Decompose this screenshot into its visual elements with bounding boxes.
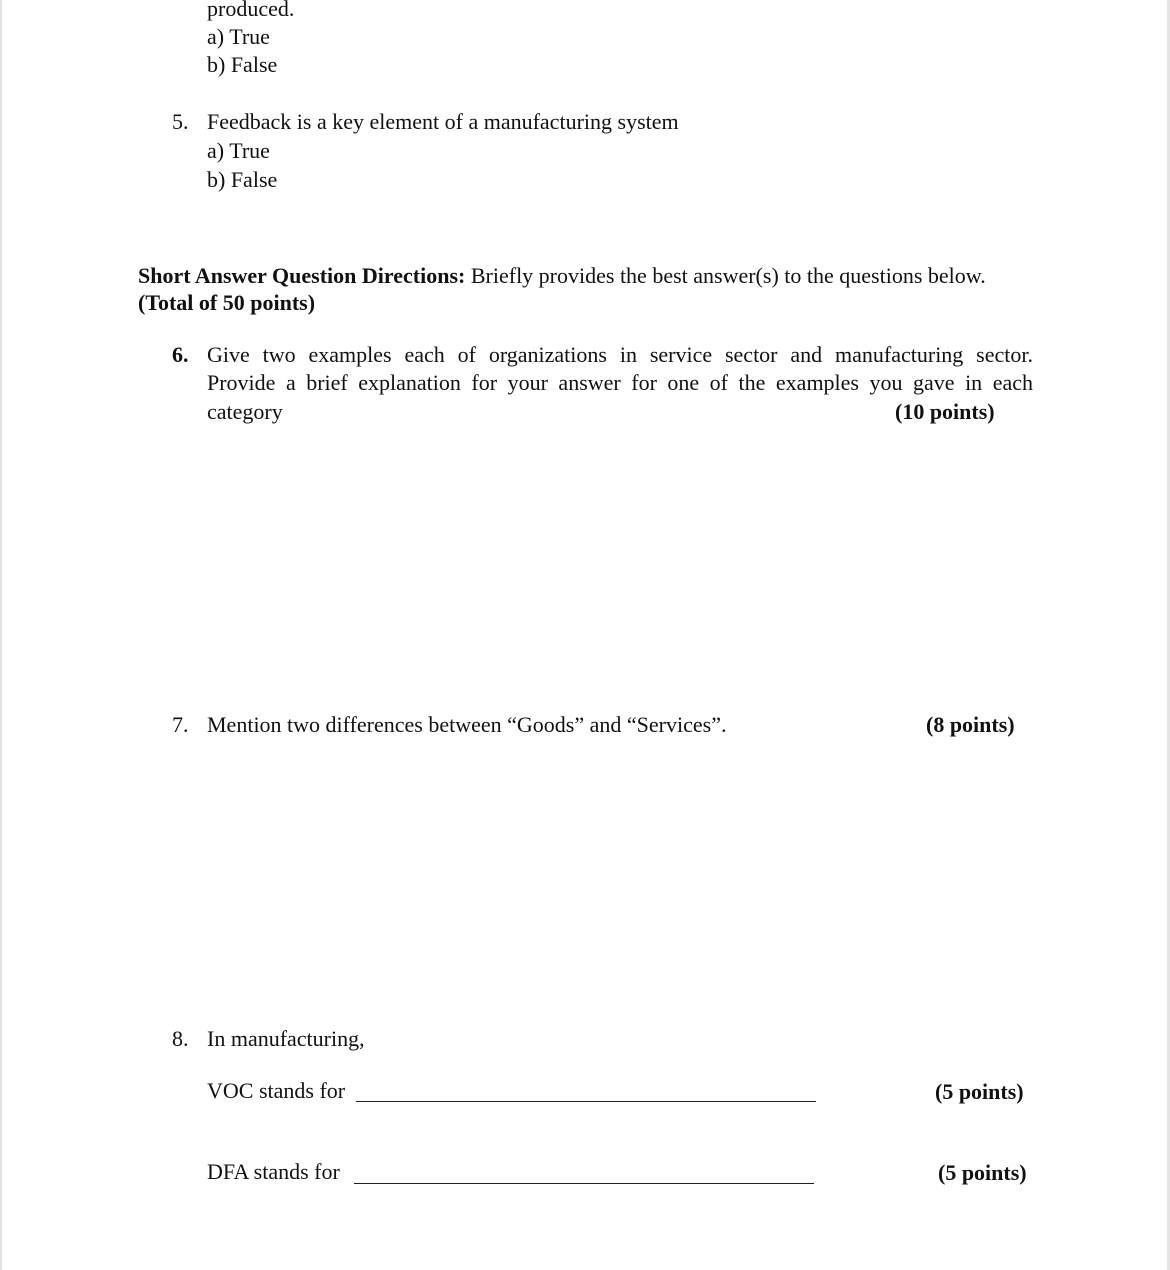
q7-text: Mention two differences between “Goods” and “Services”. bbox=[207, 712, 727, 737]
q4-option-a: a) True bbox=[207, 24, 270, 49]
q6-number: 6. bbox=[172, 342, 189, 367]
q7-points: (8 points) bbox=[926, 712, 1015, 737]
dfa-label: DFA stands for bbox=[207, 1159, 340, 1184]
voc-answer-blank[interactable] bbox=[356, 1101, 816, 1102]
voc-points: (5 points) bbox=[935, 1079, 1024, 1104]
q5-text: Feedback is a key element of a manufacturing system bbox=[207, 109, 679, 134]
q5-number: 5. bbox=[172, 109, 189, 134]
short-answer-directions bbox=[138, 263, 986, 289]
q8-text: In manufacturing, bbox=[207, 1026, 365, 1051]
q6-line-2: Provide a brief explanation for your answer for one of the examples you gave in each bbox=[207, 370, 1033, 395]
q4-tail-text: produced. bbox=[207, 0, 295, 21]
q5-option-b: b) False bbox=[207, 167, 278, 192]
q4-option-b: b) False bbox=[207, 52, 278, 77]
q8-number: 8. bbox=[172, 1026, 189, 1051]
dfa-answer-blank[interactable] bbox=[354, 1183, 814, 1184]
q7-number: 7. bbox=[172, 712, 189, 737]
q6-points: (10 points) bbox=[895, 399, 995, 424]
q6-line-3: category bbox=[207, 399, 283, 424]
directions-heading: Short Answer Question Directions: bbox=[138, 263, 466, 288]
dfa-points: (5 points) bbox=[938, 1160, 1027, 1185]
q5-option-a: a) True bbox=[207, 138, 270, 163]
q6-line-1: Give two examples each of organizations in service sector and manufacturing sector. bbox=[207, 342, 1033, 367]
page-edge-left bbox=[0, 0, 2, 1270]
directions-text: Briefly provides the best answer(s) to the questions below. bbox=[465, 263, 986, 288]
total-points: (Total of 50 points) bbox=[138, 290, 316, 315]
voc-label: VOC stands for bbox=[207, 1078, 346, 1103]
